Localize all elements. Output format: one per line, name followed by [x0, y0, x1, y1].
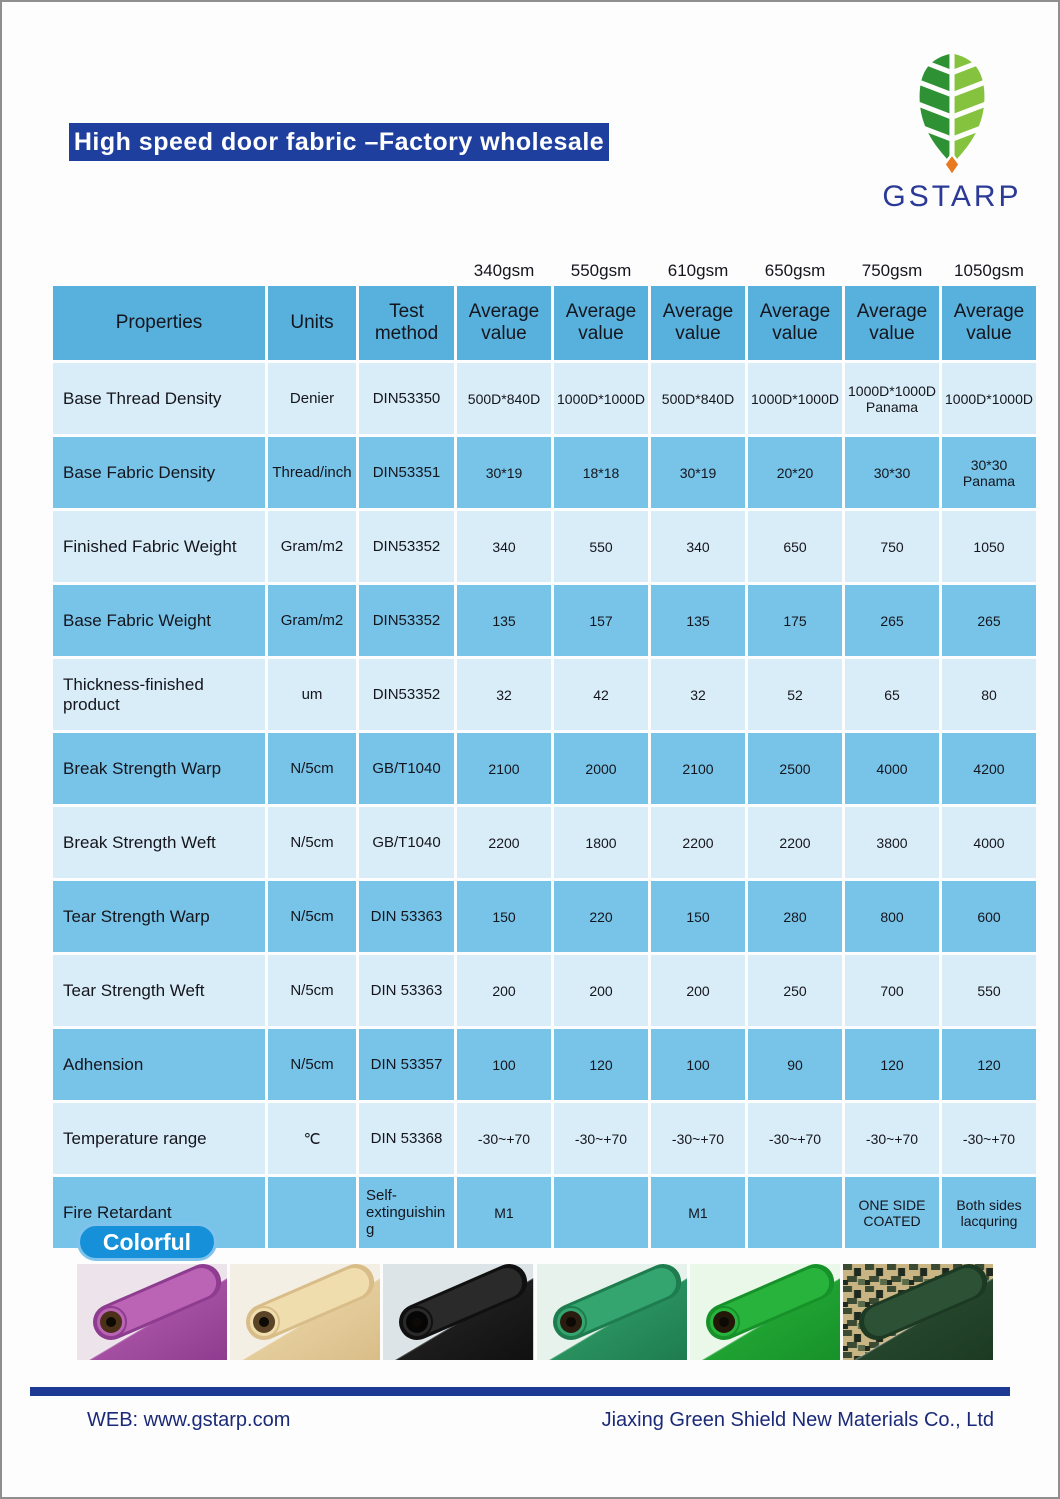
table-cell: 30*19	[457, 437, 551, 508]
table-cell: 157	[554, 585, 648, 656]
table-cell: ONE SIDE COATED	[845, 1177, 939, 1248]
table-cell: DIN53350	[359, 363, 454, 434]
table-cell: Tear Strength Warp	[53, 881, 265, 952]
table-cell: -30~+70	[748, 1103, 842, 1174]
table-cell: 150	[457, 881, 551, 952]
table-cell: Break Strength Warp	[53, 733, 265, 804]
table-cell: 2500	[748, 733, 842, 804]
table-cell: 2000	[554, 733, 648, 804]
gsm-label-row	[53, 259, 1036, 283]
table-cell: 175	[748, 585, 842, 656]
table-cell: Finished Fabric Weight	[53, 511, 265, 582]
table-cell: 18*18	[554, 437, 648, 508]
table-cell: Fire Retardant	[53, 1177, 265, 1248]
table-cell	[554, 1177, 648, 1248]
table-cell: 2200	[748, 807, 842, 878]
table-cell: Base Fabric Weight	[53, 585, 265, 656]
footer-divider	[30, 1387, 1010, 1396]
table-cell: 1050	[942, 511, 1036, 582]
table-cell: DIN 53357	[359, 1029, 454, 1100]
company-logo	[857, 50, 1047, 214]
table-cell: Tear Strength Weft	[53, 955, 265, 1026]
column-header: Test method	[359, 286, 454, 360]
column-header: Average value	[748, 286, 842, 360]
table-cell: GB/T1040	[359, 807, 454, 878]
table-cell: DIN 53368	[359, 1103, 454, 1174]
table-cell: 100	[651, 1029, 745, 1100]
table-cell: Base Thread Density	[53, 363, 265, 434]
table-cell: 2100	[651, 733, 745, 804]
table-cell: 4000	[942, 807, 1036, 878]
table-row	[53, 955, 1036, 1026]
table-cell: 20*20	[748, 437, 842, 508]
footer-website: WEB: www.gstarp.com	[87, 1409, 291, 1431]
column-header: Units	[268, 286, 356, 360]
table-cell: 550	[554, 511, 648, 582]
table-cell: DIN53352	[359, 511, 454, 582]
table-cell: 265	[942, 585, 1036, 656]
column-header: Average value	[651, 286, 745, 360]
column-header: Properties	[53, 286, 265, 360]
gsm-label: 610gsm	[667, 261, 729, 280]
gsm-label: 1050gsm	[954, 261, 1024, 280]
table-cell: Gram/m2	[268, 585, 356, 656]
green-fabric-roll-image	[537, 1264, 687, 1360]
table-cell: -30~+70	[554, 1103, 648, 1174]
table-cell: 4000	[845, 733, 939, 804]
table-cell: 42	[554, 659, 648, 730]
bright-green-fabric-roll-icon	[690, 1264, 840, 1360]
colorful-badge: Colorful	[77, 1223, 217, 1261]
table-cell: 1800	[554, 807, 648, 878]
table-cell: 2200	[457, 807, 551, 878]
table-cell: 65	[845, 659, 939, 730]
purple-fabric-roll-image	[77, 1264, 227, 1360]
gsm-spacer-cell	[53, 259, 265, 283]
table-cell: 2100	[457, 733, 551, 804]
table-cell: Gram/m2	[268, 511, 356, 582]
table-cell: 1000D*1000D Panama	[845, 363, 939, 434]
table-cell: 150	[651, 881, 745, 952]
table-cell: 1000D*1000D	[942, 363, 1036, 434]
black-fabric-roll-image	[383, 1264, 533, 1360]
table-cell: N/5cm	[268, 955, 356, 1026]
table-cell: Both sides lacquring	[942, 1177, 1036, 1248]
table-cell: 120	[942, 1029, 1036, 1100]
table-cell: DIN53352	[359, 659, 454, 730]
table-cell: Denier	[268, 363, 356, 434]
table-cell: 280	[748, 881, 842, 952]
table-cell: Temperature range	[53, 1103, 265, 1174]
table-header-row	[53, 286, 1036, 360]
table-cell	[268, 1177, 356, 1248]
table-cell: 1000D*1000D	[748, 363, 842, 434]
table-cell: ℃	[268, 1103, 356, 1174]
table-cell: M1	[651, 1177, 745, 1248]
cream-fabric-roll-image	[230, 1264, 380, 1360]
table-cell: Base Fabric Density	[53, 437, 265, 508]
table-cell: 200	[457, 955, 551, 1026]
gsm-label: 550gsm	[570, 261, 632, 280]
table-cell: N/5cm	[268, 881, 356, 952]
table-cell	[748, 1177, 842, 1248]
table-cell: 250	[748, 955, 842, 1026]
table-row	[53, 585, 1036, 656]
table-cell: N/5cm	[268, 1029, 356, 1100]
fabric-roll-gallery	[77, 1264, 993, 1360]
table-cell: GB/T1040	[359, 733, 454, 804]
table-cell: 220	[554, 881, 648, 952]
table-cell: 135	[651, 585, 745, 656]
column-header: Average value	[457, 286, 551, 360]
spec-table-wrapper	[50, 256, 1033, 1251]
table-cell: DIN53352	[359, 585, 454, 656]
table-cell: 120	[554, 1029, 648, 1100]
table-cell: 80	[942, 659, 1036, 730]
table-cell: 30*30 Panama	[942, 437, 1036, 508]
table-cell: 340	[651, 511, 745, 582]
table-cell: 200	[554, 955, 648, 1026]
table-row	[53, 437, 1036, 508]
table-cell: DIN 53363	[359, 955, 454, 1026]
gsm-spacer-cell	[359, 259, 454, 283]
table-cell: DIN 53363	[359, 881, 454, 952]
table-row	[53, 733, 1036, 804]
gsm-label: 340gsm	[473, 261, 535, 280]
black-fabric-roll-icon	[383, 1264, 533, 1360]
table-cell: -30~+70	[651, 1103, 745, 1174]
table-cell: 120	[845, 1029, 939, 1100]
table-cell: 52	[748, 659, 842, 730]
table-cell: 550	[942, 955, 1036, 1026]
table-row	[53, 511, 1036, 582]
bright-green-fabric-roll-image	[690, 1264, 840, 1360]
camouflage-fabric-roll-image	[843, 1264, 993, 1360]
table-cell: 90	[748, 1029, 842, 1100]
table-cell: 4200	[942, 733, 1036, 804]
table-cell: 1000D*1000D	[554, 363, 648, 434]
table-cell: N/5cm	[268, 733, 356, 804]
green-fabric-roll-icon	[537, 1264, 687, 1360]
table-cell: Thread/inch	[268, 437, 356, 508]
table-cell: 100	[457, 1029, 551, 1100]
table-cell: 800	[845, 881, 939, 952]
table-cell: 700	[845, 955, 939, 1026]
table-cell: -30~+70	[845, 1103, 939, 1174]
table-cell: 135	[457, 585, 551, 656]
gsm-label: 750gsm	[861, 261, 923, 280]
cream-fabric-roll-icon	[230, 1264, 380, 1360]
table-cell: 2200	[651, 807, 745, 878]
table-cell: 500D*840D	[457, 363, 551, 434]
footer	[30, 1409, 1010, 1432]
table-cell: 32	[651, 659, 745, 730]
gsm-spacer-cell	[268, 259, 356, 283]
table-cell: 600	[942, 881, 1036, 952]
table-row	[53, 807, 1036, 878]
table-cell: um	[268, 659, 356, 730]
table-cell: 32	[457, 659, 551, 730]
table-cell: Thickness-finished product	[53, 659, 265, 730]
gsm-label: 650gsm	[764, 261, 826, 280]
table-row	[53, 363, 1036, 434]
spec-table	[50, 256, 1039, 1251]
leaf-logo-icon	[902, 50, 1002, 178]
table-row	[53, 881, 1036, 952]
column-header: Average value	[942, 286, 1036, 360]
table-cell: 500D*840D	[651, 363, 745, 434]
table-row	[53, 1103, 1036, 1174]
table-cell: 265	[845, 585, 939, 656]
table-cell: -30~+70	[457, 1103, 551, 1174]
table-cell: N/5cm	[268, 807, 356, 878]
column-header: Average value	[554, 286, 648, 360]
purple-fabric-roll-icon	[77, 1264, 227, 1360]
table-cell: 340	[457, 511, 551, 582]
table-cell: -30~+70	[942, 1103, 1036, 1174]
table-row	[53, 1029, 1036, 1100]
table-cell: 200	[651, 955, 745, 1026]
logo-wordmark: GSTARP	[882, 180, 1022, 213]
table-cell: 650	[748, 511, 842, 582]
table-cell: 3800	[845, 807, 939, 878]
table-cell: 30*30	[845, 437, 939, 508]
table-row	[53, 659, 1036, 730]
footer-company-name: Jiaxing Green Shield New Materials Co., Ltd	[601, 1409, 994, 1431]
table-cell: Adhension	[53, 1029, 265, 1100]
table-cell: Self-extinguishing	[359, 1177, 454, 1248]
page-title: High speed door fabric –Factory wholesale	[69, 123, 609, 161]
table-cell: M1	[457, 1177, 551, 1248]
table-cell: Break Strength Weft	[53, 807, 265, 878]
table-cell: 30*19	[651, 437, 745, 508]
table-cell: 750	[845, 511, 939, 582]
table-cell: DIN53351	[359, 437, 454, 508]
camouflage-fabric-roll-icon	[843, 1264, 993, 1360]
column-header: Average value	[845, 286, 939, 360]
